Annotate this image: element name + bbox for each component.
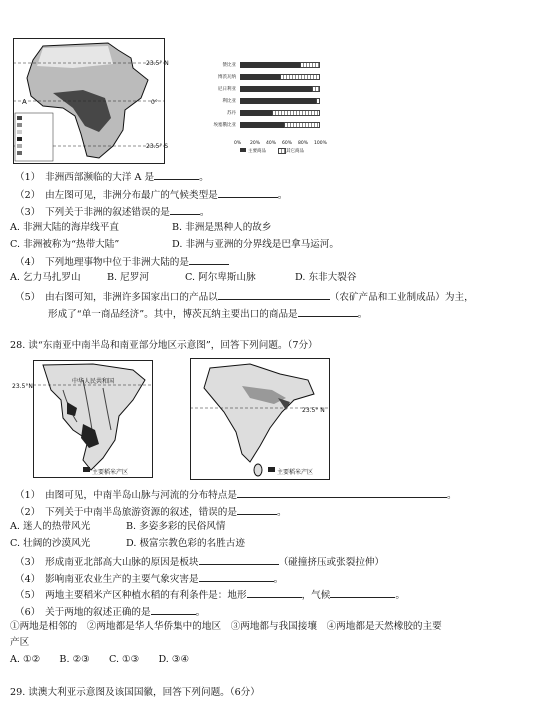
africa-map [13,38,165,164]
bar-other-goods [272,110,320,116]
map2-legend: 主要稻米产区 [277,469,314,476]
q28-6-options: ①两地是相邻的 ②两地都是华人华侨集中的地区 ③两地都与我国接壤 ④两地都是天然橡胶的主要 [10,621,442,632]
bar-row [200,74,325,81]
bar-row [200,98,325,105]
q27-4-c: C. 阿尔卑斯山脉 [185,272,256,283]
q27-4-b: B. 尼罗河 [107,272,149,283]
bar-main-goods [240,122,284,128]
q28-4: （4） 影响南亚农业生产的主要气象灾害是 。 [15,574,284,585]
bar-category-label: 赞比亚 [222,63,236,68]
bar-other-goods [300,62,320,68]
q28-3: （3） 形成南亚北部高大山脉的原因是板块 （碰撞挤压或张裂拉伸） [15,557,385,568]
q27-2: （2） 由左图可见，非洲分布最广的气候类型是 。 [15,190,288,201]
bar-main-goods [240,62,300,68]
q27-3-b: B. 非洲是黑种人的故乡 [172,222,272,233]
lat-0-label: 0° [151,99,158,106]
bar-other-goods [312,86,320,92]
q28-6-choices: A. ①② B. ②③ C. ①③ D. ③④ [10,654,190,665]
x-tick-label: 20% [250,141,261,146]
bar-category-label: 尼日利亚 [218,87,236,92]
q27-3-a: A. 非洲大陆的海岸线平直 [10,222,119,233]
bar-main-goods [240,86,312,92]
q28-2-a: A. 迷人的热带风光 [10,521,91,532]
x-tick-label: 40% [266,141,277,146]
bar-category-label: 苏丹 [227,111,236,116]
legend-swatch [240,148,246,152]
bar-main-goods [240,98,316,104]
q27-4-d: D. 东非大裂谷 [295,272,357,283]
q27-4-a: A. 乞力马扎罗山 [10,272,81,283]
q29-title: 29. 读澳大利亚示意图及该国国徽，回答下列问题。（6分） [10,687,260,698]
bar-category-label: 博茨瓦纳 [218,75,236,80]
export-bar-chart [200,62,325,157]
legend-label: 其它商品 [286,149,304,154]
x-tick-label: 0% [234,141,242,146]
map1-legend: 主要稻米产区 [92,469,129,476]
q27-3-d: D. 非洲与亚洲的分界线是巴拿马运河。 [172,239,339,250]
q27-1: （1） 非洲西部濒临的大洋 A 是 。 [15,172,209,183]
q28-5: （5） 两地主要稻米产区种植水稻的有利条件是：地形 ，气候 。 [15,590,405,601]
q28-2-c: C. 壮阔的沙漠风光 [10,538,91,549]
map1-lat-label: 23.5°N [12,383,33,390]
south-asia-map [190,358,330,480]
bar-main-goods [240,110,272,116]
legend-label: 主要商品 [248,149,266,154]
q28-1: （1） 由图可见，中南半岛山脉与河流的分布特点是 。 [15,490,457,501]
bar-category-label: 利比亚 [222,99,236,104]
bar-other-goods [284,122,320,128]
bar-other-goods [316,98,320,104]
x-tick-label: 80% [298,141,309,146]
bar-row [200,62,325,69]
lat-23s-label: 23.5° S [146,143,169,150]
lat-23n-label: 23.5° N [146,60,169,67]
map2-lat-label: 23.5° N [302,407,325,414]
q28-2-d: D. 极富宗教色彩的名胜古迹 [126,538,245,549]
bar-row [200,86,325,93]
ocean-a-label: A [22,98,27,106]
q28-2-b: B. 多姿多彩的民俗风情 [126,521,226,532]
q28-6-options-cont: 产区 [10,637,30,648]
bar-row [200,110,325,117]
q27-3-c: C. 非洲被称为“热带大陆” [10,239,120,250]
q27-4: （4） 下列地理事物中位于非洲大陆的是 [15,255,229,269]
q27-3: （3） 下列关于非洲的叙述错误的是 。 [15,207,210,218]
q28-title: 28. 读“东南亚中南半岛和南亚部分地区示意图”，回答下列问题。（7分） [10,340,318,351]
bar-main-goods [240,74,280,80]
q27-5: （5） 由右图可知，非洲许多国家出口的产品以 （农矿产品和工业制成品）为主， [15,292,474,303]
map1-china-label: 中华人民共和国 [72,378,115,385]
q28-2: （2） 下列关于中南半岛旅游资源的叙述，错误的是 。 [15,507,287,518]
q28-6: （6） 关于两地的叙述正确的是 。 [15,607,206,618]
x-tick-label: 60% [282,141,293,146]
bar-other-goods [280,74,320,80]
x-tick-label: 100% [314,141,327,146]
bar-row [200,122,325,129]
bar-category-label: 埃塞俄比亚 [213,123,236,128]
legend-swatch [278,148,286,154]
q27-5-line2: 形成了“单一商品经济”。其中，博茨瓦纳主要出口的商品是 。 [48,309,368,320]
